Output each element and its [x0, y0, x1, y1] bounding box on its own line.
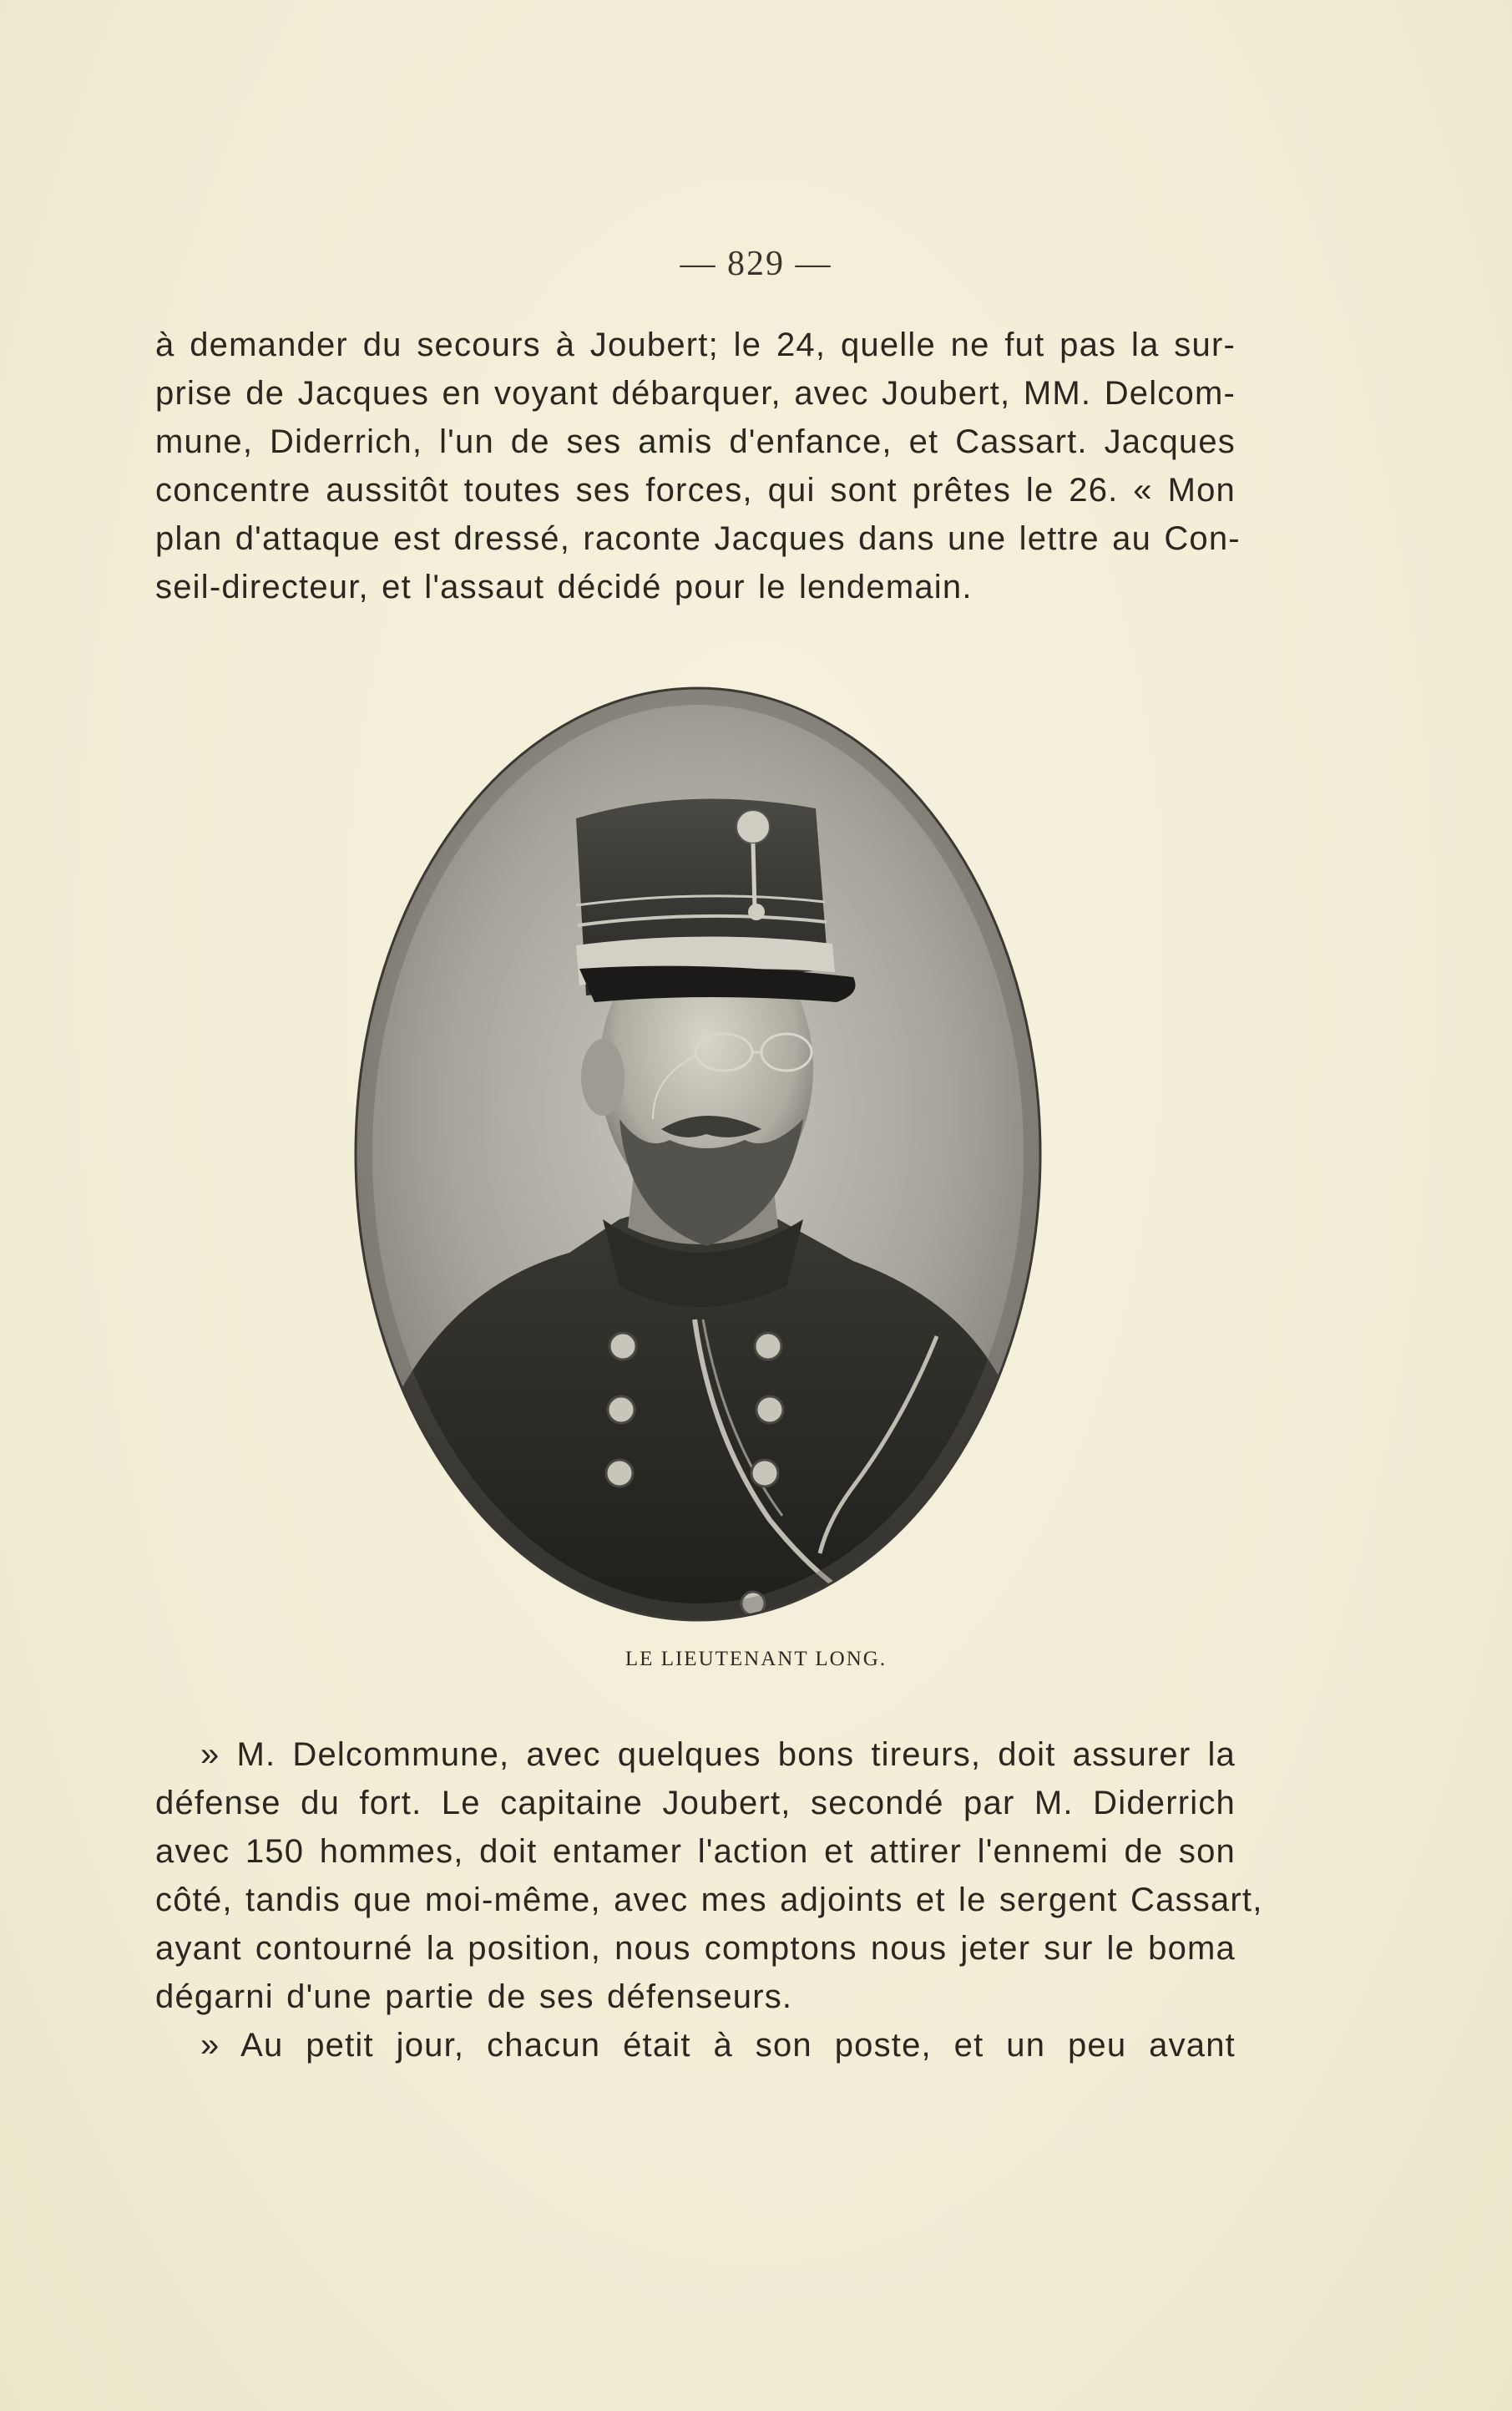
text-line: mune, Diderrich, l'un de ses amis d'enfance, et Cassart. Jacques: [155, 423, 1236, 460]
portrait-photo: [352, 685, 1044, 1623]
text-line: à demander du secours à Joubert; le 24, quelle ne fut pas la sur-: [155, 327, 1236, 363]
text-line: » Au petit jour, chacun était à son poste, et un peu avant: [200, 2027, 1236, 2064]
paragraph-2: [155, 1730, 1263, 2069]
figure-caption: LE LIEUTENANT LONG.: [625, 1648, 887, 1670]
text-line: dégarni d'une partie de ses défenseurs.: [155, 1978, 793, 2015]
paragraph-1: [155, 321, 1241, 611]
text-line: plan d'attaque est dressé, raconte Jacques dans une lettre au Con-: [155, 520, 1241, 557]
text-line: défense du fort. Le capitaine Joubert, secondé par M. Diderrich: [155, 1785, 1236, 1821]
text-line: ayant contourné la position, nous comptons nous jeter sur le boma: [155, 1930, 1236, 1967]
text-line: seil-directeur, et l'assaut décidé pour le lendemain.: [155, 569, 973, 605]
text-line: côté, tandis que moi-même, avec mes adjoints et le sergent Cassart,: [155, 1882, 1263, 1918]
portrait-figure: [352, 685, 1044, 1623]
text-line: » M. Delcommune, avec quelques bons tireurs, doit assurer la: [200, 1736, 1236, 1773]
text-line: avec 150 hommes, doit entamer l'action et attirer l'ennemi de son: [155, 1833, 1236, 1870]
text-line: concentre aussitôt toutes ses forces, qui sont prêtes le 26. « Mon: [155, 472, 1236, 509]
text-line: prise de Jacques en voyant débarquer, avec Joubert, MM. Delcom-: [155, 375, 1236, 412]
page-number: — 829 —: [680, 245, 832, 283]
